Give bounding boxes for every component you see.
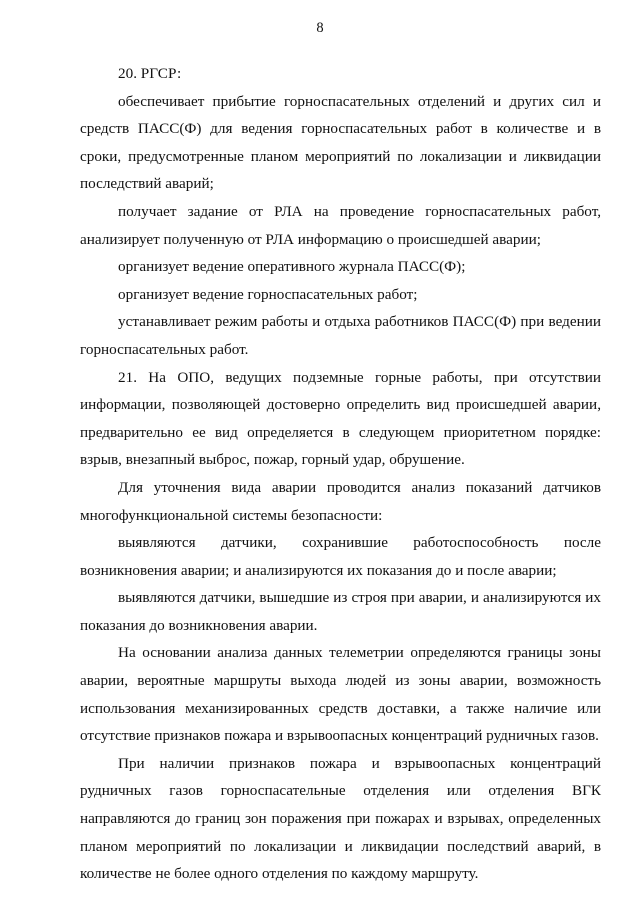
paragraph-item-21-priority-order: 21. На ОПО, ведущих подземные горные работы, при отсутствии информации, позволяющей достоверно определить вид происшедшей аварии, предварительно ее вид определяется в следующем приоритетном порядке: взрыв, внезапный выброс, пожар, горный удар, обрушение. — [80, 368, 601, 469]
paragraph-telemetry-analysis: На основании анализа данных телеметрии определяются границы зоны аварии, вероятные маршруты выхода людей из зоны аварии, возможность использования механизированных средств доставки, а также наличие или отсутствие признаков пожара и взрывоопасных концентраций рудничных газов. — [80, 644, 601, 745]
paragraph-failed-sensors: выявляются датчики, вышедшие из строя при аварии, и анализируются их показания до возникновения аварии. — [80, 589, 601, 634]
document-body — [80, 60, 601, 888]
page-number: 8 — [316, 20, 324, 36]
paragraph-rgsr-operational-journal: организует ведение оперативного журнала ПАСС(Ф); — [118, 258, 466, 276]
paragraph-sensor-analysis-intro: Для уточнения вида аварии проводится анализ показаний датчиков многофункциональной системы безопасности: — [80, 478, 601, 524]
paragraph-rgsr-ensures-arrival: обеспечивает прибытие горноспасательных отделений и других сил и средств ПАСС(Ф) для ведения горноспасательных работ в количестве и в сроки, предусмотренные планом мероприятий по локализации и ликвидации последствий аварий; — [80, 92, 601, 193]
paragraph-working-sensors: выявляются датчики, сохранившие работоспособность после возникновения аварии; и анализируются их показания до и после аварии; — [80, 534, 601, 579]
paragraph-item-20-heading: 20. РГСР: — [118, 65, 182, 82]
paragraph-rgsr-receives-task: получает задание от РЛА на проведение горноспасательных работ, анализирует полученную от РЛА информацию о происшедшей аварии; — [80, 202, 601, 248]
paragraph-fire-explosion-signs: При наличии признаков пожара и взрывоопасных концентраций рудничных газов горноспасательные отделения или отделения ВГК направляются до границ зон поражения при пожарах и взрывах, определенных планом мероприятий по локализации и ликвидации последствий аварий, в количестве не более одного отделения по каждому маршруту. — [80, 754, 601, 883]
paragraph-rgsr-organizes-works: организует ведение горноспасательных работ; — [118, 285, 418, 303]
paragraph-rgsr-work-rest-regime: устанавливает режим работы и отдыха работников ПАСС(Ф) при ведении горноспасательных работ. — [80, 313, 601, 358]
